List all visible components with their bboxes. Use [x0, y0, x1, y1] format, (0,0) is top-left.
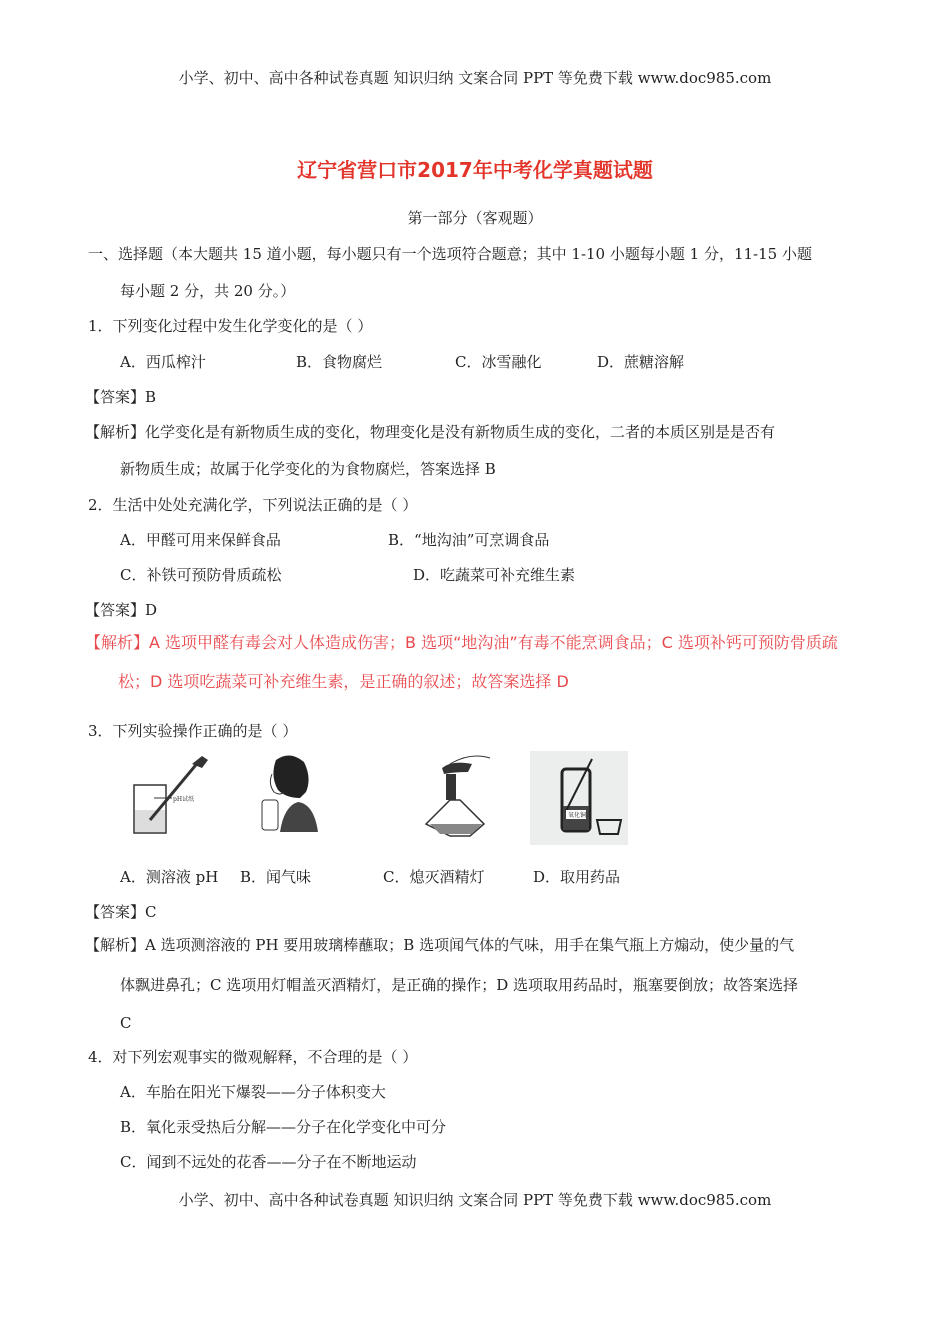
q2-stem: 2．生活中处处充满化学，下列说法正确的是（ ）	[88, 496, 418, 514]
q3-stem: 3．下列实验操作正确的是（ ）	[88, 722, 298, 740]
q4-option-c: C．闻到不远处的花香——分子在不断地运动	[120, 1153, 417, 1171]
q3-option-d: D．取用药品	[533, 868, 621, 886]
section-heading-cont: 每小题 2 分，共 20 分。）	[120, 282, 296, 300]
figure-measure-ph	[120, 750, 215, 845]
q2-option-a: A．甲醛可用来保鲜食品	[120, 531, 281, 549]
figure-smell	[258, 752, 320, 832]
q4-option-a: A．车胎在阳光下爆裂——分子体积变大	[120, 1083, 386, 1101]
figure-extinguish-lamp	[420, 752, 492, 842]
figure-take-reagent	[530, 751, 628, 845]
q3-option-b: B．闻气味	[240, 868, 312, 886]
section-heading: 一、选择题（本大题共 15 道小题，每小题只有一个选项符合题意；其中 1-10 小题每小题 1 分，11-15 小题	[88, 245, 812, 263]
q4-option-b: B．氧化汞受热后分解——分子在化学变化中可分	[120, 1118, 447, 1136]
q2-analysis-cont: 松；D 选项吃蔬菜可补充维生素，是正确的叙述；故答案选择 D	[118, 672, 569, 691]
q1-option-a: A．西瓜榨汁	[120, 353, 206, 371]
q1-option-b: B．食物腐烂	[296, 353, 383, 371]
q1-option-c: C．冰雪融化	[455, 353, 542, 371]
ph-paper-label: pH试纸	[173, 796, 195, 803]
q1-answer: 【答案】B	[85, 388, 157, 406]
q4-stem: 4．对下列宏观事实的微观解释，不合理的是（ ）	[88, 1048, 418, 1066]
q2-option-b: B．“地沟油”可烹调食品	[388, 531, 550, 549]
copper-oxide-label: 氧化铜	[568, 812, 587, 819]
part-heading: 第一部分（客观题）	[407, 209, 543, 227]
page-header: 小学、初中、高中各种试卷真题 知识归纳 文案合同 PPT 等免费下载 www.doc985.com	[178, 69, 772, 87]
q3-analysis-cont2: C	[120, 1014, 132, 1032]
q1-analysis-cont: 新物质生成；故属于化学变化的为食物腐烂，答案选择 B	[120, 460, 496, 478]
q3-answer: 【答案】C	[85, 903, 157, 921]
page-footer: 小学、初中、高中各种试卷真题 知识归纳 文案合同 PPT 等免费下载 www.doc985.com	[178, 1191, 772, 1209]
q3-analysis-cont: 体飘进鼻孔；C 选项用灯帽盖灭酒精灯，是正确的操作；D 选项取用药品时，瓶塞要倒放；故答案选择	[120, 976, 799, 994]
q2-option-c: C．补铁可预防骨质疏松	[120, 566, 282, 584]
q1-stem: 1．下列变化过程中发生化学变化的是（ ）	[88, 317, 373, 335]
q3-option-c: C．熄灭酒精灯	[383, 868, 485, 886]
q2-analysis: 【解析】A 选项甲醛有毒会对人体造成伤害；B 选项“地沟油”有毒不能烹调食品；C 选项补钙可预防骨质疏	[85, 633, 838, 652]
document-title: 辽宁省营口市2017年中考化学真题试题	[297, 158, 653, 182]
q3-analysis: 【解析】A 选项测溶液的 PH 要用玻璃棒蘸取；B 选项闻气体的气味，用手在集气瓶上方煽动，使少量的气	[85, 936, 795, 954]
q1-option-d: D．蔗糖溶解	[597, 353, 685, 371]
q1-analysis: 【解析】化学变化是有新物质生成的变化，物理变化是没有新物质生成的变化，二者的本质区别是是否有	[85, 423, 776, 441]
q2-option-d: D．吃蔬菜可补充维生素	[413, 566, 576, 584]
q2-answer: 【答案】D	[85, 601, 158, 619]
q3-option-a: A．测溶液 pH	[120, 868, 219, 886]
